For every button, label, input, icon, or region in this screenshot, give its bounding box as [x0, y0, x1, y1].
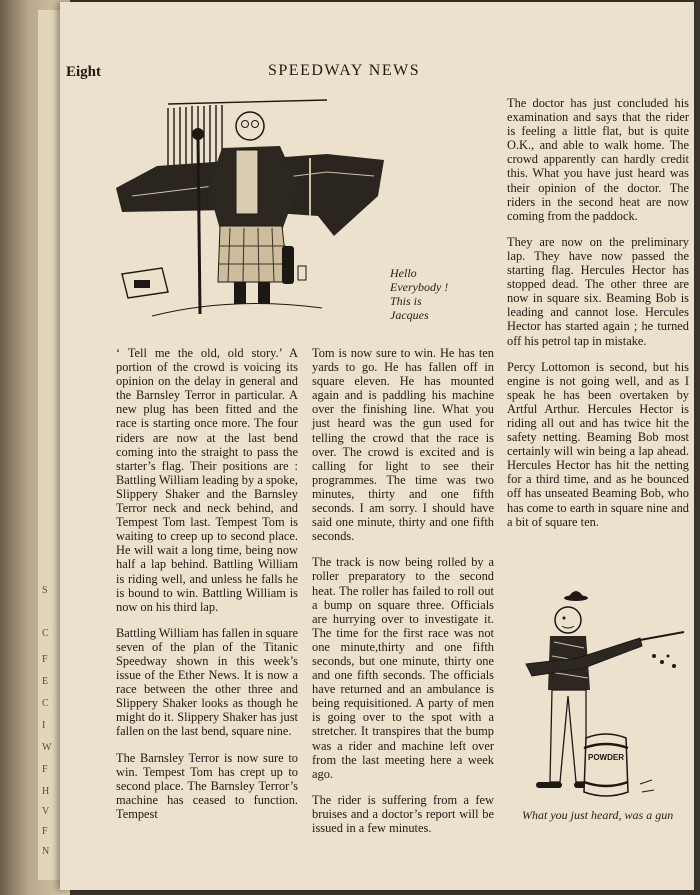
paragraph: Percy Lottomon is second, but his engine is not going well, and as I speak he has been overtaken by Artful Arthur. Hercules Hector is riding all out and has twice hit the safety netting. Beaming Bob most certainly will win being a lap ahead. Hercules Hector has hit the netting for a third time, and as he bounced off has unseated Beaming Bob, who has come to earth in square nine and a bit of square ten.	[507, 359, 689, 529]
edge-letter: F	[42, 764, 48, 775]
edge-letter: E	[42, 676, 49, 687]
gun-caption: What you just heard, was a gun	[522, 808, 674, 822]
edge-letter: F	[42, 826, 48, 837]
paragraph: The doctor has just concluded his examination and says that the rider is feeling a little flat, but is quite O.K., and able to walk home. The crowd apparently can hardly credit this. What you have just heard was their opinion of the doctor. The riders in the second heat are now coming from the paddock.	[507, 96, 689, 223]
edge-letter: H	[42, 786, 50, 797]
announcer-illustration	[112, 96, 387, 318]
article-column-right	[507, 96, 689, 541]
paragraph: They are now on the preliminary lap. They have now passed the starting flag. Hercules Hector has stopped dead. The other three are now in square six. Beaming Bob is leading and cannot lose. Hercules Hector has started again ; he turned off his petrol tap in mistake.	[507, 234, 689, 348]
edge-letter: S	[42, 585, 48, 596]
paragraph: The rider is suffering from a few bruises and a doctor’s report will be issued in a few minutes.	[312, 792, 494, 835]
edge-letter: F	[42, 654, 48, 665]
caption-line: Jacques	[390, 308, 429, 322]
article-column-left	[116, 346, 298, 833]
barrel-label: POWDER	[588, 753, 624, 762]
paragraph: The Barnsley Terror is now sure to win. Tempest Tom has crept up to second place. The Barnsley Terror’s machine has ceased to function. Tempest	[116, 750, 298, 821]
gun-illustration	[514, 586, 694, 804]
page-number: Eight	[66, 64, 102, 80]
edge-letter: W	[42, 742, 52, 753]
paragraph: Battling William has fallen in square seven of the plan of the Titanic Speedway shown in this week’s issue of the Ether News. It is now a race between the other three and Slippery Shaker looks as though he might do it. Slippery Shaker has just fallen on the last bend, square nine.	[116, 625, 298, 739]
edge-letter: V	[42, 806, 50, 817]
caption-line: Hello	[390, 266, 417, 280]
edge-letter: C	[42, 698, 49, 709]
publication-title: SPEEDWAY NEWS	[268, 62, 421, 79]
edge-letter: N	[42, 846, 50, 857]
announcer-caption	[390, 266, 448, 322]
article-column-middle	[312, 346, 494, 847]
paragraph: Tom is now sure to win. He has ten yards to go. He has fallen off in square eleven. He has mounted again and is paddling his machine over the finishing line. What you just heard was the gun used for telling the crowd that the race is over. The crowd is excited and is calling for light to see their programmes. The time was two minutes, thirty and one fifth seconds. I am sorry. I should have said one minute, thirty and one fifth seconds.	[312, 346, 494, 544]
paragraph: The track is now being rolled by a roller preparatory to the second heat. The roller has failed to roll out a bump on square three. Officials are hurrying over to investigate it. The time for the first race was not one minute,thirty and one fifth seconds, but one minute, thirty one and one fifth seconds. The officials have returned and an ambulance is being requisitioned. A party of men is going over to the spot with a stretcher. It transpires that the bump was a rider and machine left over from the last meeting here a week ago.	[312, 555, 494, 781]
edge-letter: C	[42, 628, 49, 639]
paragraph: ‘ Tell me the old, old story.’ A portion of the crowd is voicing its opinion on the delay in general and the Barnsley Terror in particular. A new plug has been fitted and the race is starting once more. The four riders are now at the last bend coming into the straight to pass the starter’s flag. Their positions are : Battling William leading by a spoke, Slippery Shaker and the Barnsley Terror neck and neck behind, and Tempest Tom last. Tempest Tom is waiting to creep up to second place. He will wait a long time, being now half a lap behind. Battling William is riding well, and unless he falls he is bound to win. Battling William is now on his third lap.	[116, 346, 298, 614]
caption-line: This is	[390, 294, 422, 308]
caption-line: Everybody !	[390, 280, 449, 294]
edge-letter: I	[42, 720, 46, 731]
